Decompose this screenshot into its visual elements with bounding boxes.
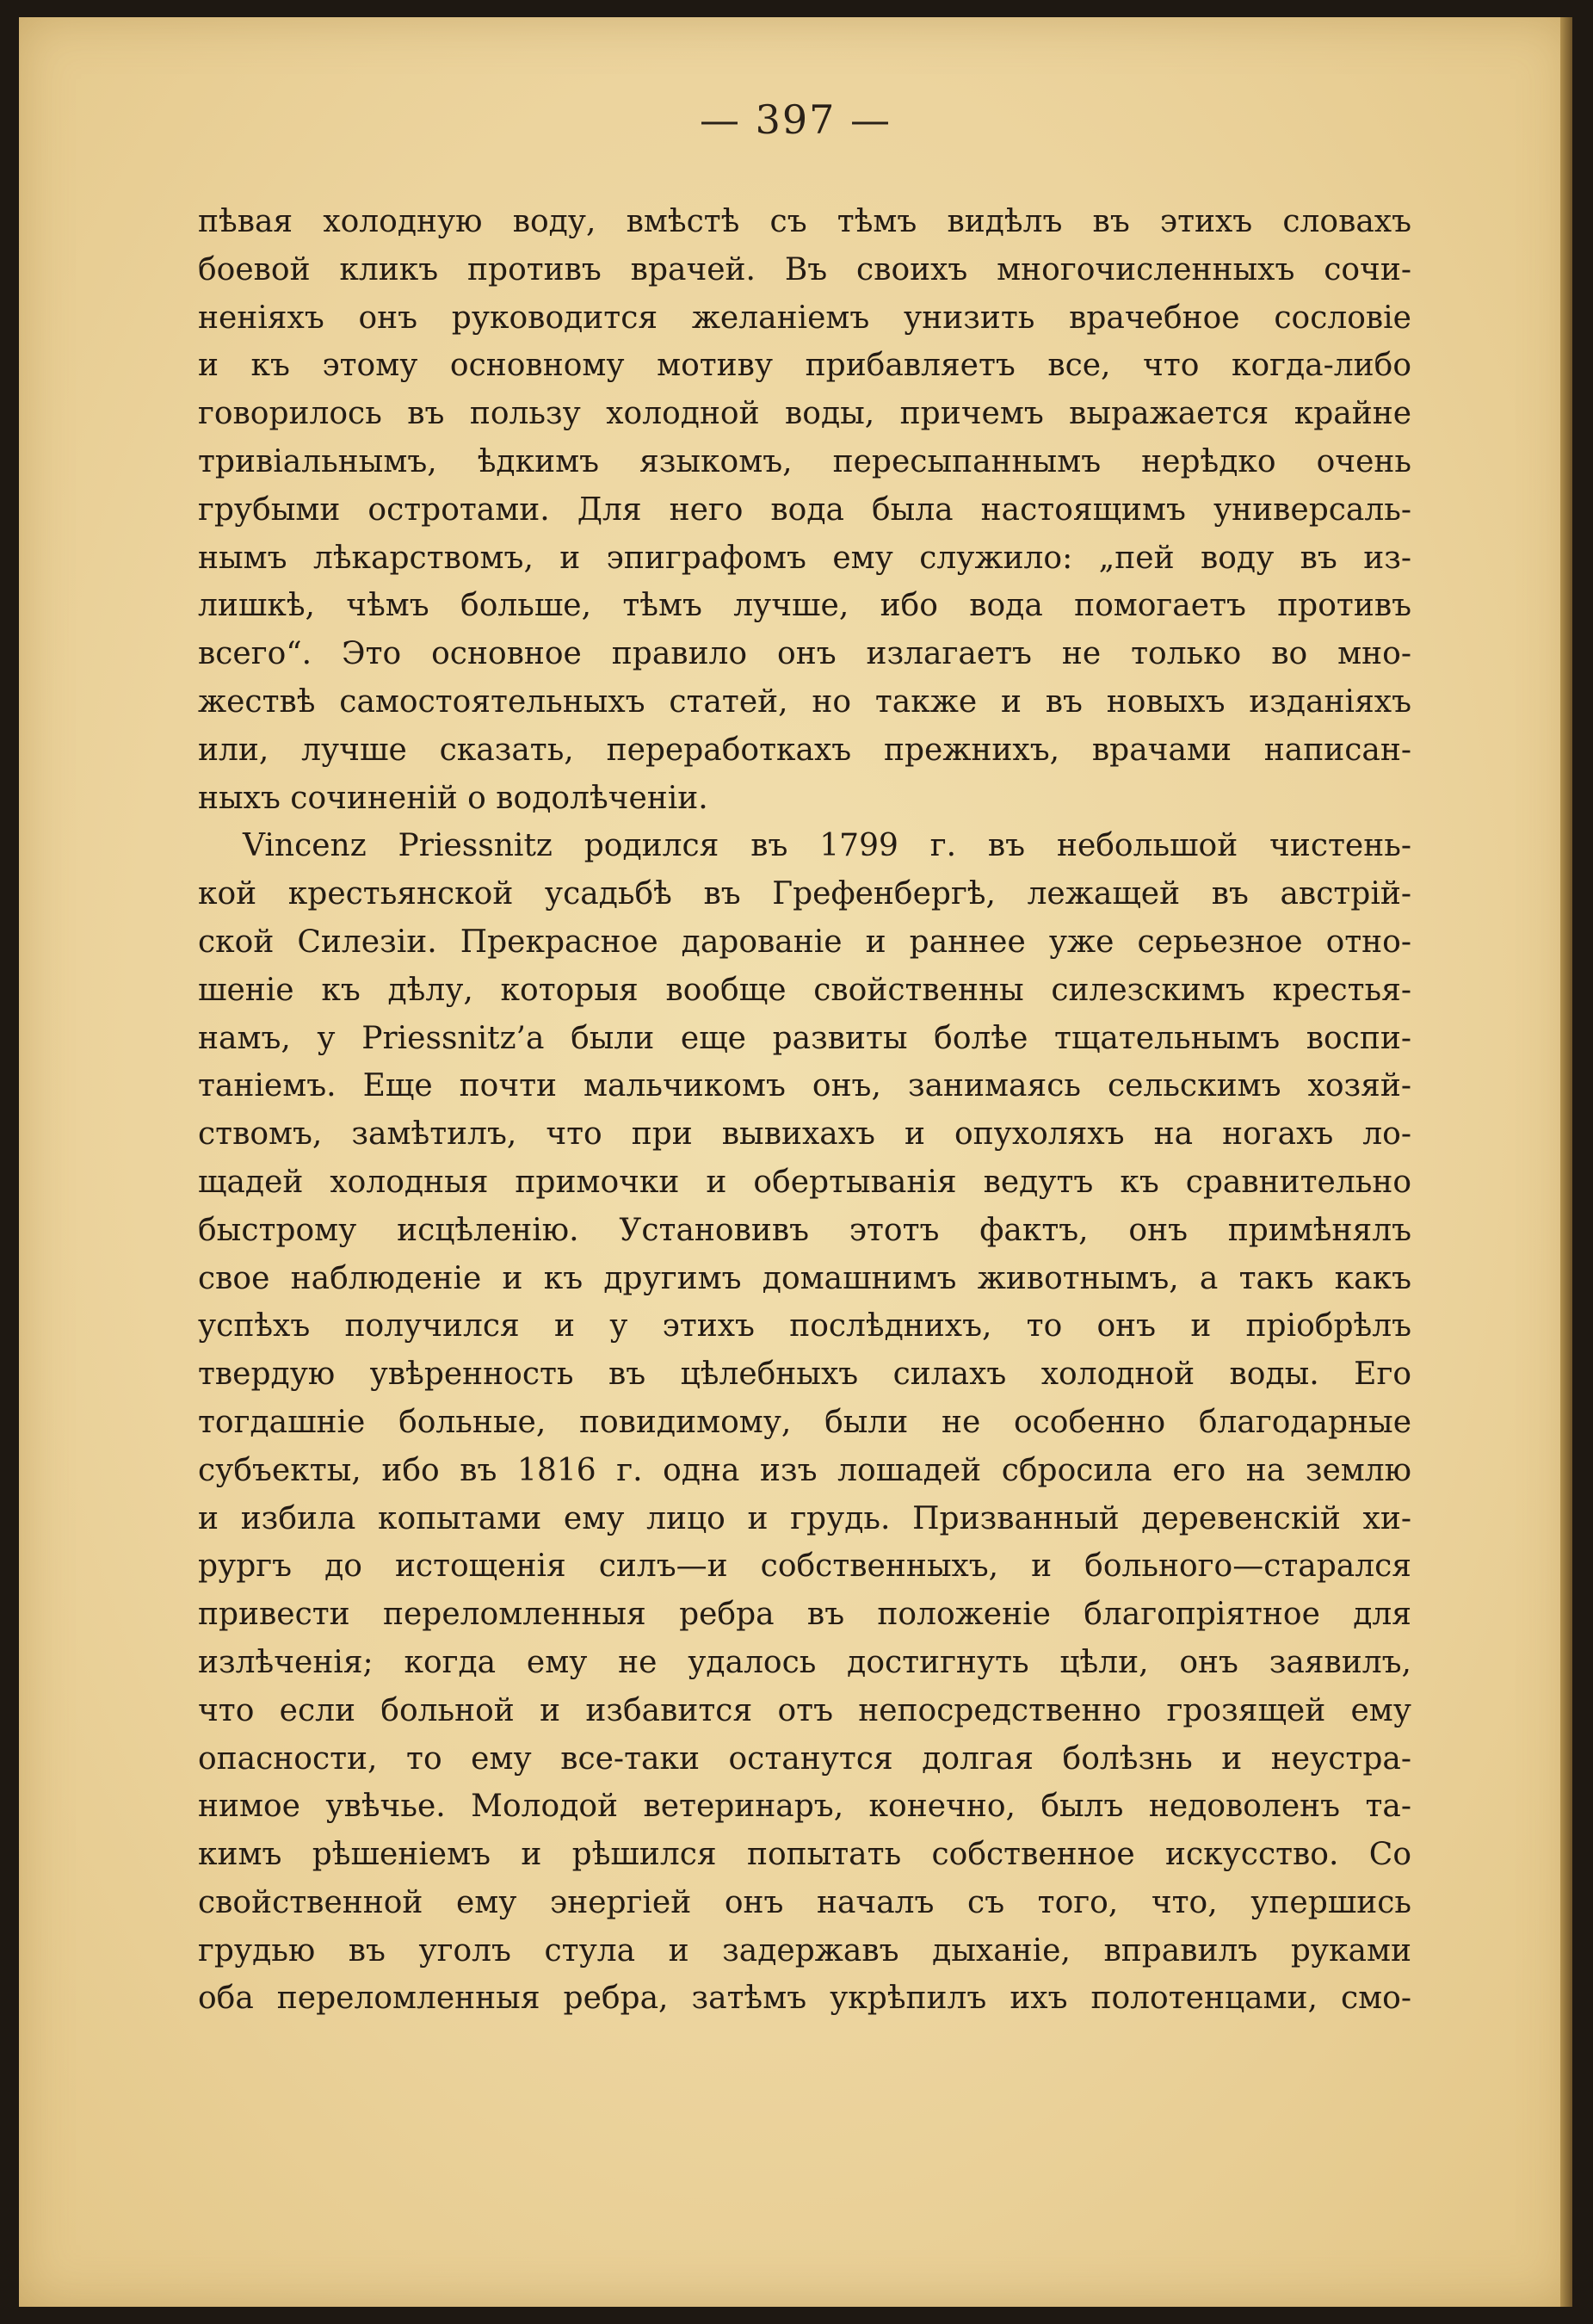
text-line: намъ, у Priessnitz’а были еще развиты болѣе тщательнымъ воспи- bbox=[198, 1020, 1411, 1056]
text-line: или, лучше сказать, переработкахъ прежнихъ, врачами написан- bbox=[198, 732, 1411, 768]
text-line: жествѣ самостоятельныхъ статей, но также и въ новыхъ изданіяхъ bbox=[198, 683, 1411, 720]
text-line: лишкѣ, чѣмъ больше, тѣмъ лучше, ибо вода помогаетъ противъ bbox=[198, 588, 1411, 624]
text-line: грубыми остротами. Для него вода была настоящимъ универсаль- bbox=[198, 491, 1411, 528]
text-line: кимъ рѣшеніемъ и рѣшился попытать собственное искусство. Со bbox=[198, 1837, 1411, 1873]
text-line: кой крестьянской усадьбѣ въ Грефенбергѣ, лежащей въ австрій- bbox=[198, 876, 1411, 912]
book-page bbox=[19, 17, 1572, 2307]
text-line: пѣвая холодную воду, вмѣстѣ съ тѣмъ видѣлъ въ этихъ словахъ bbox=[198, 204, 1411, 239]
text-line: свойственной ему энергіей онъ началъ съ того, что, упершись bbox=[198, 1884, 1411, 1920]
text-line: привести переломленныя ребра въ положеніе благопріятное для bbox=[198, 1597, 1411, 1633]
text-line: ныхъ сочиненій о водолѣченіи. bbox=[198, 780, 708, 816]
text-line: оба переломленныя ребра, затѣмъ укрѣпилъ ихъ полотенцами, смо- bbox=[198, 1981, 1411, 2017]
text-line: рургъ до истощенія силъ—и собственныхъ, и больного—старался bbox=[198, 1548, 1411, 1585]
text-line: боевой кликъ противъ врачей. Въ своихъ многочисленныхъ сочи- bbox=[198, 251, 1411, 287]
page-number-header: — 397 — bbox=[699, 96, 892, 143]
text-line: опасности, то ему все-таки останутся долгая болѣзнь и неустра- bbox=[198, 1740, 1411, 1777]
text-line: грудью въ уголъ стула и задержавъ дыханіе, вправилъ руками bbox=[198, 1932, 1411, 1969]
text-line: нимое увѣчье. Молодой ветеринаръ, конечно, былъ недоволенъ та- bbox=[198, 1789, 1411, 1825]
text-line: тривіальнымъ, ѣдкимъ языкомъ, пересыпаннымъ нерѣдко очень bbox=[198, 443, 1411, 479]
text-line: нымъ лѣкарствомъ, и эпиграфомъ ему служило: „пей воду въ из- bbox=[198, 540, 1411, 576]
text-line: щадей холодныя примочки и обертыванія ведутъ къ сравнительно bbox=[198, 1164, 1411, 1200]
text-line: говорилось въ пользу холодной воды, причемъ выражается крайне bbox=[198, 396, 1411, 432]
text-line: твердую увѣренность въ цѣлебныхъ силахъ холодной воды. Его bbox=[198, 1357, 1411, 1393]
text-line: излѣченія; когда ему не удалось достигнуть цѣли, онъ заявилъ, bbox=[198, 1644, 1411, 1680]
text-line: успѣхъ получился и у этихъ послѣднихъ, то онъ и пріобрѣлъ bbox=[198, 1308, 1411, 1344]
text-line: ской Силезіи. Прекрасное дарованіе и раннее уже серьезное отно- bbox=[198, 924, 1411, 960]
text-line: субъекты, ибо въ 1816 г. одна изъ лошадей сбросила его на землю bbox=[198, 1452, 1411, 1488]
text-line: ствомъ, замѣтилъ, что при вывихахъ и опухоляхъ на ногахъ ло- bbox=[198, 1116, 1411, 1153]
text-line: что если больной и избавится отъ непосредственно грозящей ему bbox=[198, 1692, 1411, 1728]
text-line: шеніе къ дѣлу, которыя вообще свойственны силезскимъ крестья- bbox=[198, 972, 1411, 1008]
text-line: и къ этому основному мотиву прибавляетъ все, что когда-либо bbox=[198, 348, 1411, 384]
text-line: таніемъ. Еще почти мальчикомъ онъ, занимаясь сельскимъ хозяй- bbox=[198, 1068, 1411, 1104]
body-text bbox=[198, 198, 1411, 2023]
text-line: и избила копытами ему лицо и грудь. Призванный деревенскій хи- bbox=[198, 1500, 1411, 1536]
text-line: свое наблюденіе и къ другимъ домашнимъ животнымъ, а такъ какъ bbox=[198, 1260, 1411, 1296]
text-line: быстрому исцѣленію. Установивъ этотъ фактъ, онъ примѣнялъ bbox=[198, 1212, 1411, 1248]
text-line: всего“. Это основное правило онъ излагаетъ не только во мно- bbox=[198, 636, 1411, 672]
text-line: Vincenz Priessnitz родился въ 1799 г. въ небольшой чистень- bbox=[243, 828, 1411, 864]
text-line: тогдашніе больные, повидимому, были не особенно благодарные bbox=[198, 1404, 1411, 1440]
text-line: неніяхъ онъ руководится желаніемъ унизить врачебное сословіе bbox=[198, 300, 1411, 336]
